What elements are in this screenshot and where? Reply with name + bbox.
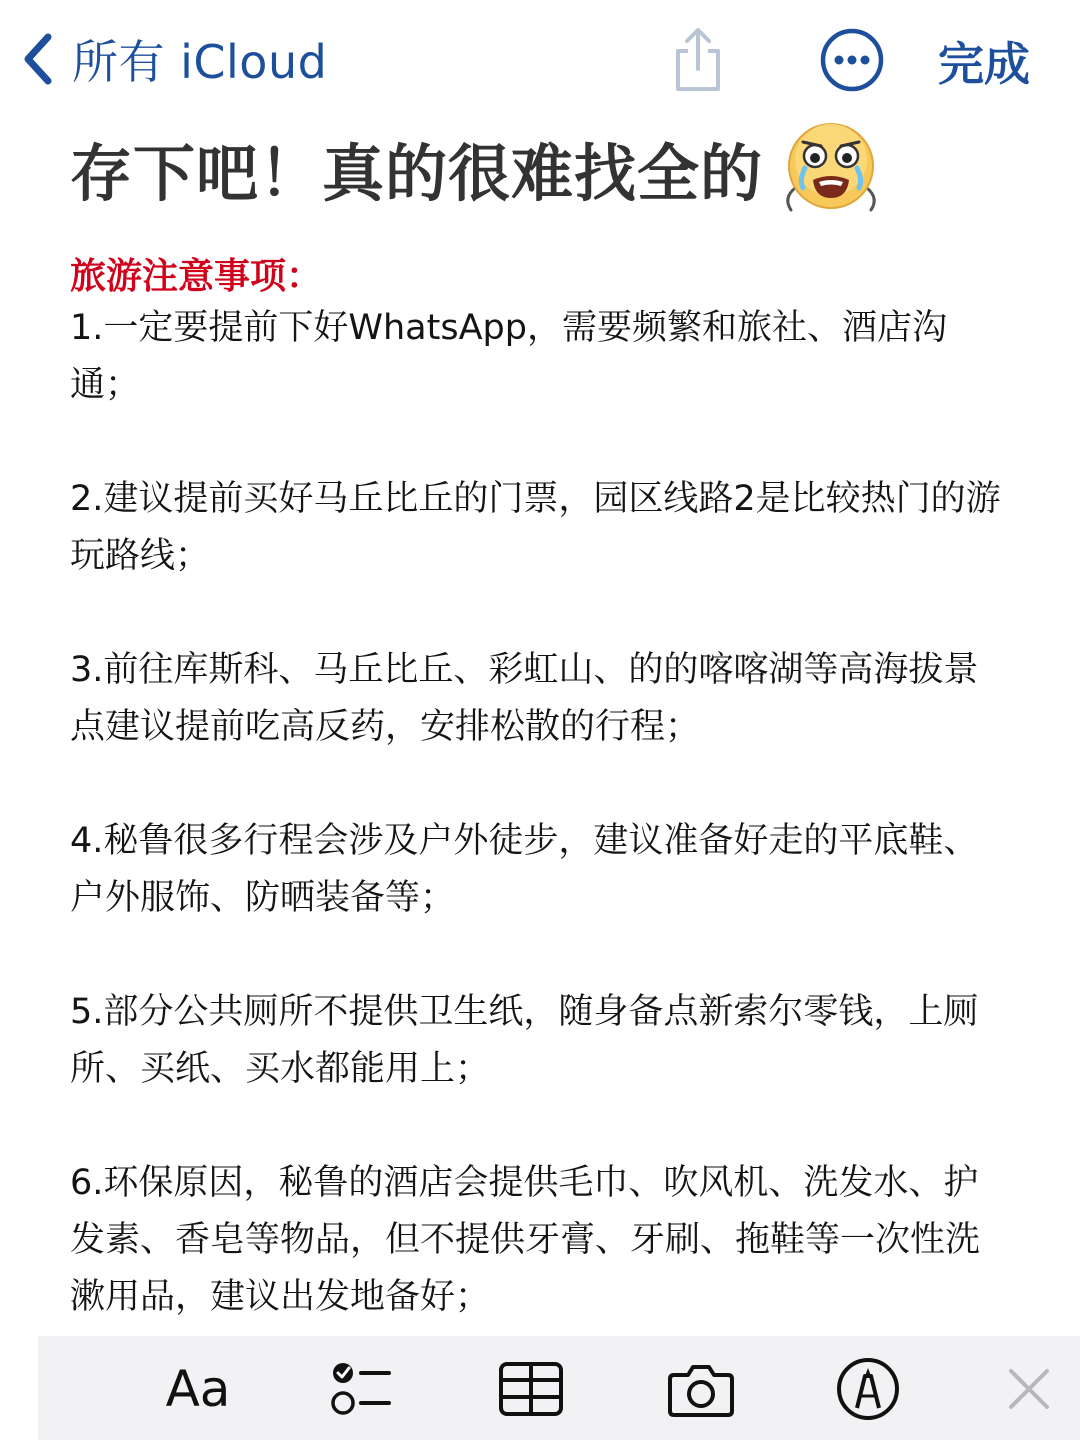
checklist-button[interactable] [326,1354,396,1424]
more-button[interactable] [814,22,890,98]
close-toolbar-button[interactable] [1002,1354,1056,1424]
table-icon [498,1361,564,1417]
checklist-icon [329,1357,393,1421]
done-button[interactable]: 完成 [938,37,1030,91]
section-heading: 旅游注意事项： [70,256,323,297]
markup-pen-icon [835,1356,901,1422]
back-button[interactable] [18,24,327,94]
crying-face-emoji-icon [775,118,885,218]
list-item: 5.部分公共厕所不提供卫生纸，随身备点新索尔零钱，上厕所、买纸、买水都能用上； [70,992,979,1089]
camera-icon [666,1359,736,1419]
text-format-button[interactable]: Aa [165,1360,231,1418]
markup-button[interactable] [832,1354,904,1424]
ellipsis-circle-icon [817,25,887,95]
note-body[interactable] [70,300,1010,1383]
share-button[interactable] [660,22,736,98]
navigation-bar [0,0,1080,115]
note-title-row [70,118,885,218]
table-button[interactable] [496,1354,566,1424]
list-item: 4.秘鲁很多行程会涉及户外徒步，建议准备好走的平底鞋、户外服饰、防晒装备等； [70,821,979,918]
list-item: 3.前往库斯科、马丘比丘、彩虹山、的的喀喀湖等高海拔景点建议提前吃高反药，安排松散的行程； [70,650,979,747]
chevron-left-icon [18,29,58,89]
bottom-toolbar [38,1336,1080,1440]
camera-button[interactable] [664,1354,738,1424]
back-button-label: 所有 iCloud [72,35,328,89]
note-title: 存下吧！真的很难找全的 [70,136,764,210]
share-icon [668,25,728,95]
list-item: 2.建议提前买好马丘比丘的门票，园区线路2是比较热门的游玩路线； [70,479,1001,576]
close-icon [1005,1365,1053,1413]
list-item: 1.一定要提前下好WhatsApp，需要频繁和旅社、酒店沟通； [70,308,947,405]
list-item: 6.环保原因，秘鲁的酒店会提供毛巾、吹风机、洗发水、护发素、香皂等物品，但不提供牙膏、牙刷、拖鞋等一次性洗漱用品，建议出发地备好； [70,1163,981,1317]
